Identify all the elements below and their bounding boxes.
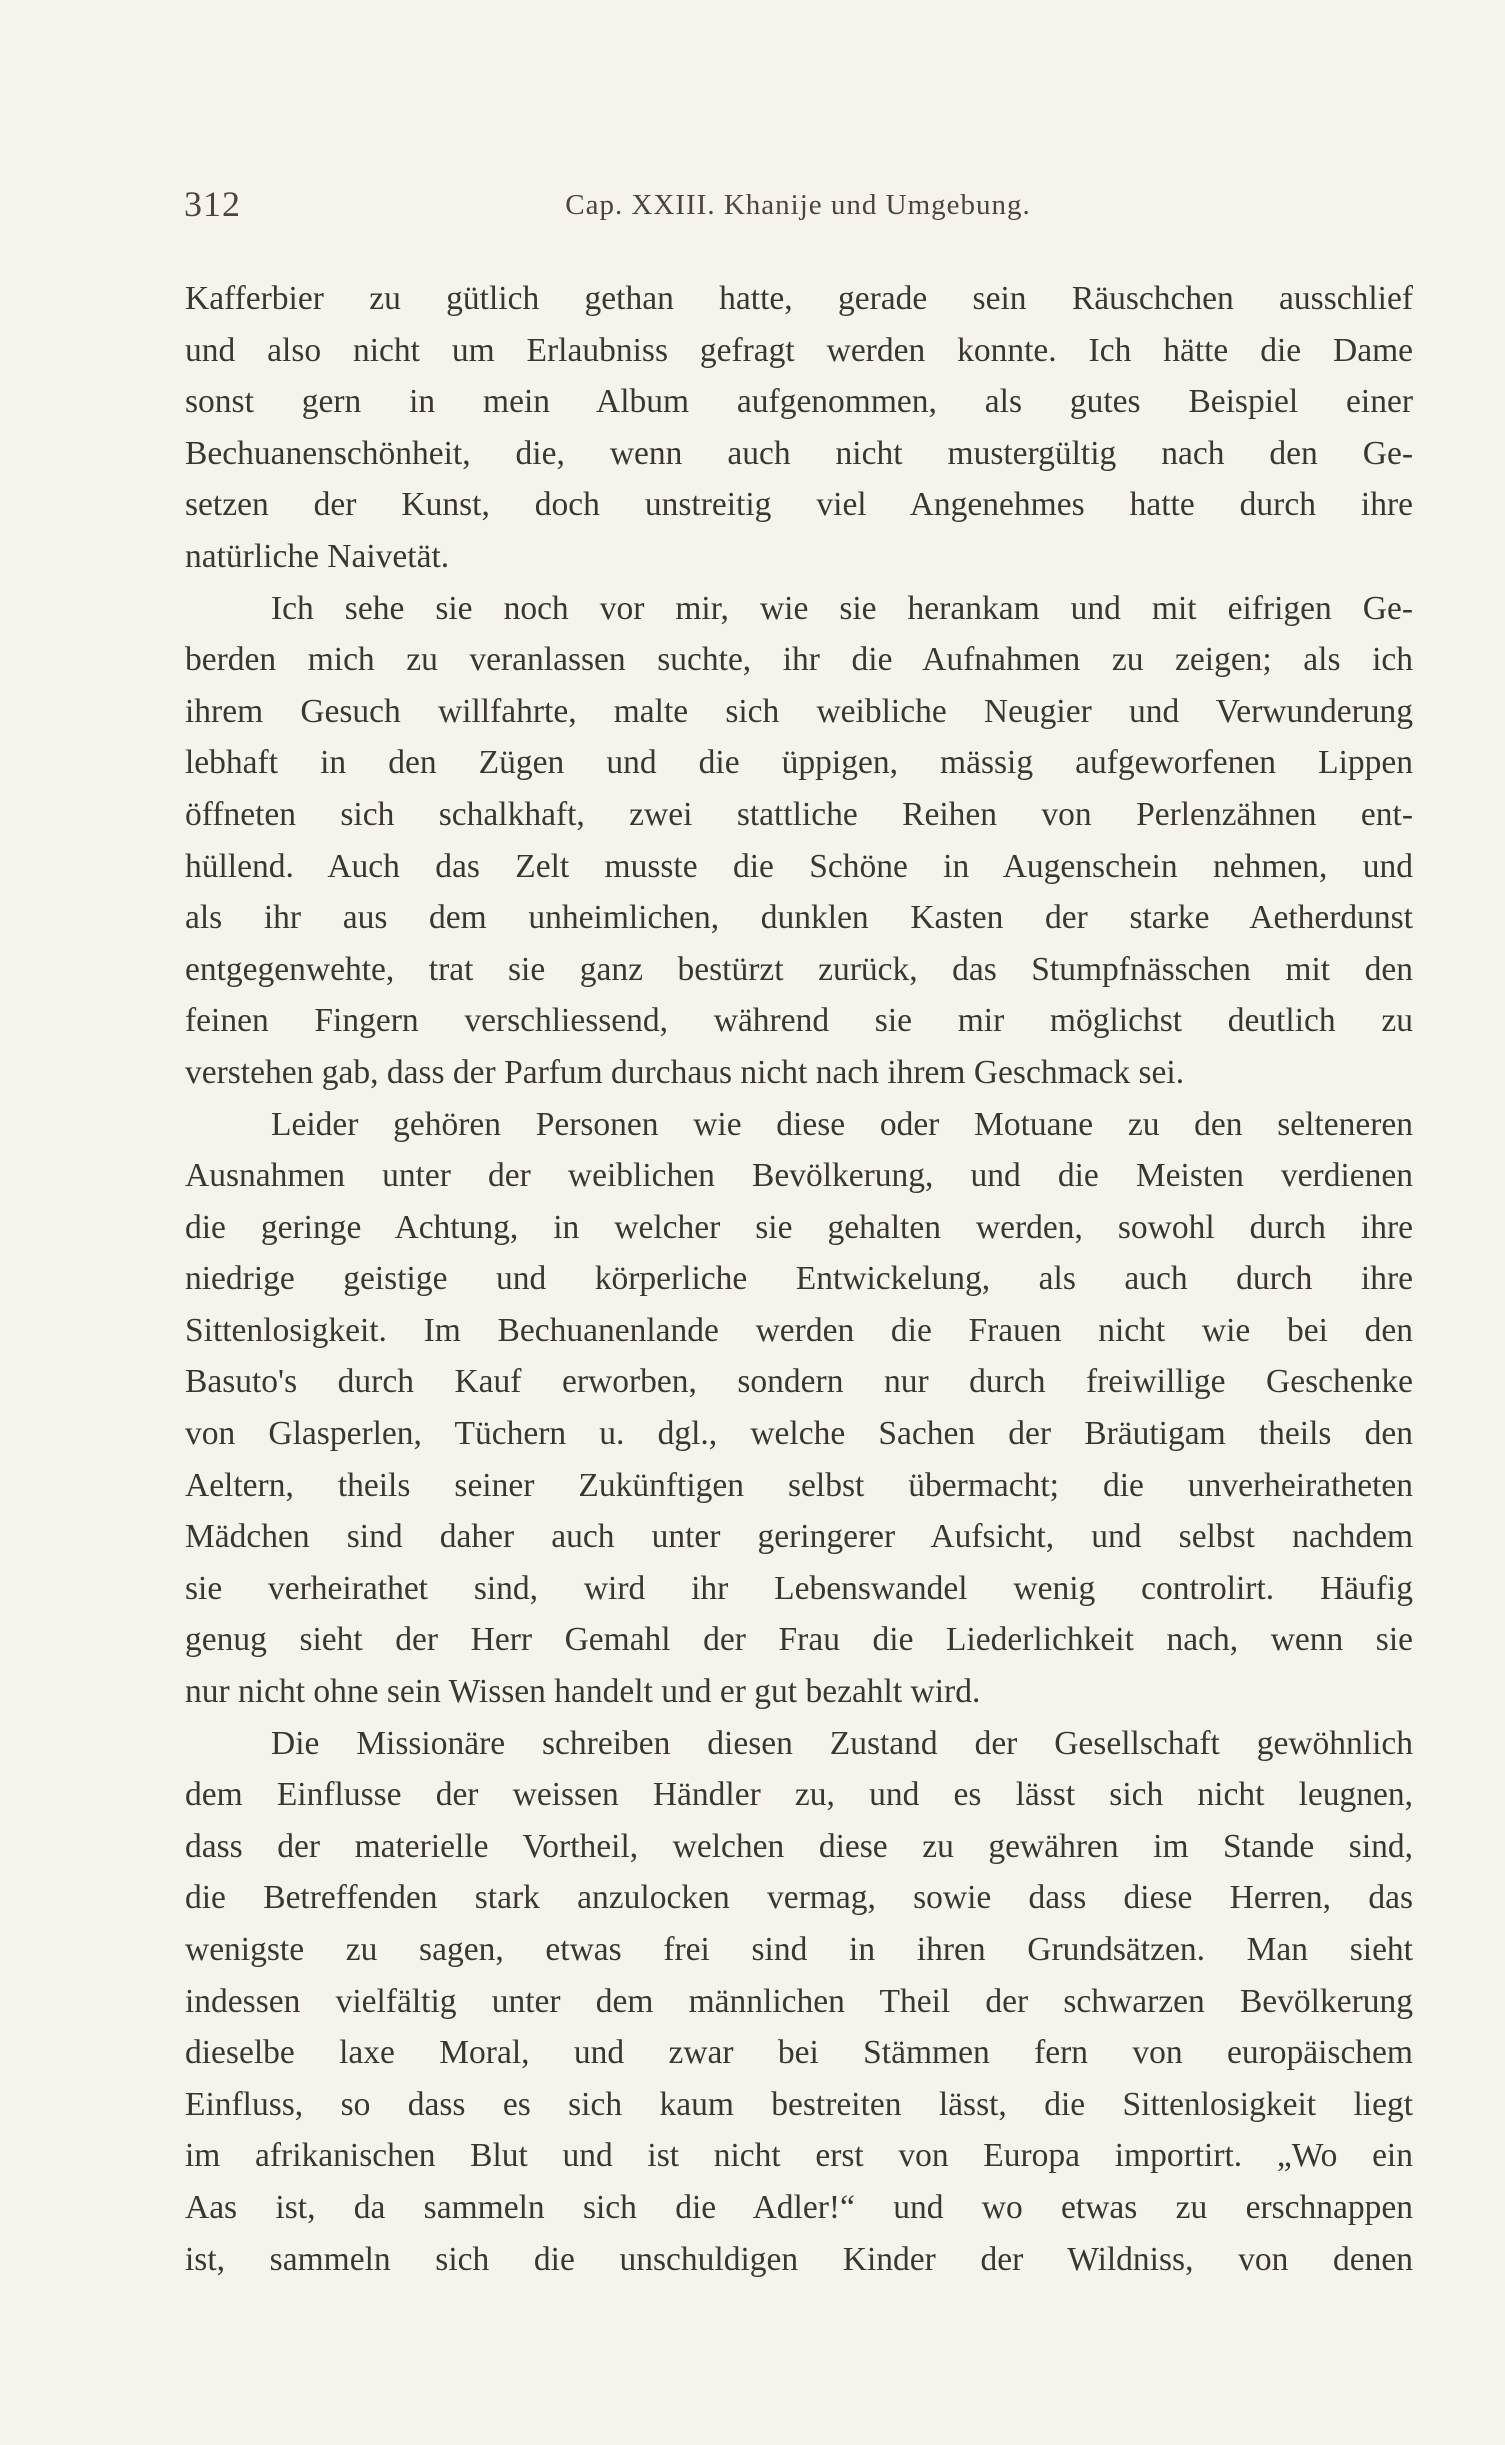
text-line: wenigste zu sagen, etwas frei sind in ihren Grundsätzen. Man sieht — [185, 1931, 1413, 1968]
text-line: setzen der Kunst, doch unstreitig viel Angenehmes hatte durch ihre — [185, 486, 1413, 524]
text-line: Mädchen sind daher auch unter geringerer Aufsicht, und selbst nachdem — [185, 1518, 1413, 1556]
text-line: nur nicht ohne sein Wissen handelt und er gut bezahlt wird. — [185, 1673, 981, 1711]
text-line: Aeltern, theils seiner Zukünftigen selbst übermacht; die unverheiratheten — [185, 1466, 1413, 1504]
page-number: 312 — [184, 184, 241, 224]
text-line: die Betreffenden stark anzulocken vermag, sowie dass diese Herren, das — [185, 1879, 1413, 1917]
text-line: Aas ist, da sammeln sich die Adler!“ und wo etwas zu erschnappen — [185, 2188, 1413, 2226]
text-line: Ausnahmen unter der weiblichen Bevölkerung, und die Meisten verdienen — [185, 1157, 1413, 1195]
running-title: Cap. XXIII. Khanije und Umgebung. — [565, 189, 1031, 221]
text-line: dieselbe laxe Moral, und zwar bei Stämmen fern von europäischem — [185, 2034, 1413, 2072]
text-line: feinen Fingern verschliessend, während sie mir möglichst deutlich zu — [185, 1002, 1413, 1040]
text-line: Basuto's durch Kauf erworben, sondern nur durch freiwillige Geschenke — [185, 1363, 1413, 1401]
text-line: Leider gehören Personen wie diese oder Motuane zu den selteneren — [271, 1105, 1413, 1143]
text-line: von Glasperlen, Tüchern u. dgl., welche Sachen der Bräutigam theils den — [185, 1415, 1413, 1453]
text-line: berden mich zu veranlassen suchte, ihr die Aufnahmen zu zeigen; als ich — [185, 641, 1413, 679]
text-line: niedrige geistige und körperliche Entwickelung, als auch durch ihre — [185, 1260, 1413, 1298]
text-line: Die Missionäre schreiben diesen Zustand der Gesellschaft gewöhnlich — [271, 1724, 1413, 1762]
text-line: im afrikanischen Blut und ist nicht erst von Europa importirt. „Wo ein — [185, 2137, 1413, 2175]
text-line: natürliche Naivetät. — [185, 537, 450, 575]
text-line: die geringe Achtung, in welcher sie gehalten werden, sowohl durch ihre — [185, 1208, 1413, 1246]
text-line: ist, sammeln sich die unschuldigen Kinder der Wildniss, von denen — [185, 2240, 1413, 2278]
text-line: öffneten sich schalkhaft, zwei stattliche Reihen von Perlenzähnen ent- — [185, 795, 1413, 833]
text-line: ihrem Gesuch willfahrte, malte sich weibliche Neugier und Verwunderung — [185, 692, 1413, 730]
text-line: Ich sehe sie noch vor mir, wie sie herankam und mit eifrigen Ge- — [271, 589, 1413, 627]
text-line: sonst gern in mein Album aufgenommen, als gutes Beispiel einer — [185, 383, 1413, 421]
text-line: als ihr aus dem unheimlichen, dunklen Kasten der starke Aetherdunst — [185, 899, 1413, 937]
text-line: indessen vielfältig unter dem männlichen Theil der schwarzen Bevölkerung — [185, 1982, 1413, 2020]
page-header — [184, 183, 1412, 243]
body-text — [185, 273, 1413, 2285]
text-line: Einfluss, so dass es sich kaum bestreiten lässt, die Sittenlosigkeit liegt — [185, 2085, 1413, 2123]
text-line: Bechuanenschönheit, die, wenn auch nicht mustergültig nach den Ge- — [185, 434, 1413, 472]
text-line: hüllend. Auch das Zelt musste die Schöne in Augenschein nehmen, und — [185, 847, 1413, 885]
text-line: dem Einflusse der weissen Händler zu, und es lässt sich nicht leugnen, — [185, 1776, 1413, 1814]
text-line: Sittenlosigkeit. Im Bechuanenlande werden die Frauen nicht wie bei den — [185, 1311, 1413, 1349]
text-line: und also nicht um Erlaubniss gefragt werden konnte. Ich hätte die Dame — [185, 331, 1413, 369]
text-line: dass der materielle Vortheil, welchen diese zu gewähren im Stande sind, — [185, 1827, 1413, 1865]
text-line: genug sieht der Herr Gemahl der Frau die Liederlichkeit nach, wenn sie — [185, 1621, 1413, 1659]
text-line: verstehen gab, dass der Parfum durchaus nicht nach ihrem Geschmack sei. — [185, 1053, 1185, 1091]
text-line: entgegenwehte, trat sie ganz bestürzt zurück, das Stumpfnässchen mit den — [185, 950, 1413, 988]
text-line: lebhaft in den Zügen und die üppigen, mässig aufgeworfenen Lippen — [185, 744, 1413, 782]
text-line: sie verheirathet sind, wird ihr Lebenswandel wenig controlirt. Häufig — [185, 1569, 1413, 1607]
text-line: Kafferbier zu gütlich gethan hatte, gerade sein Räuschchen ausschlief — [185, 280, 1413, 317]
